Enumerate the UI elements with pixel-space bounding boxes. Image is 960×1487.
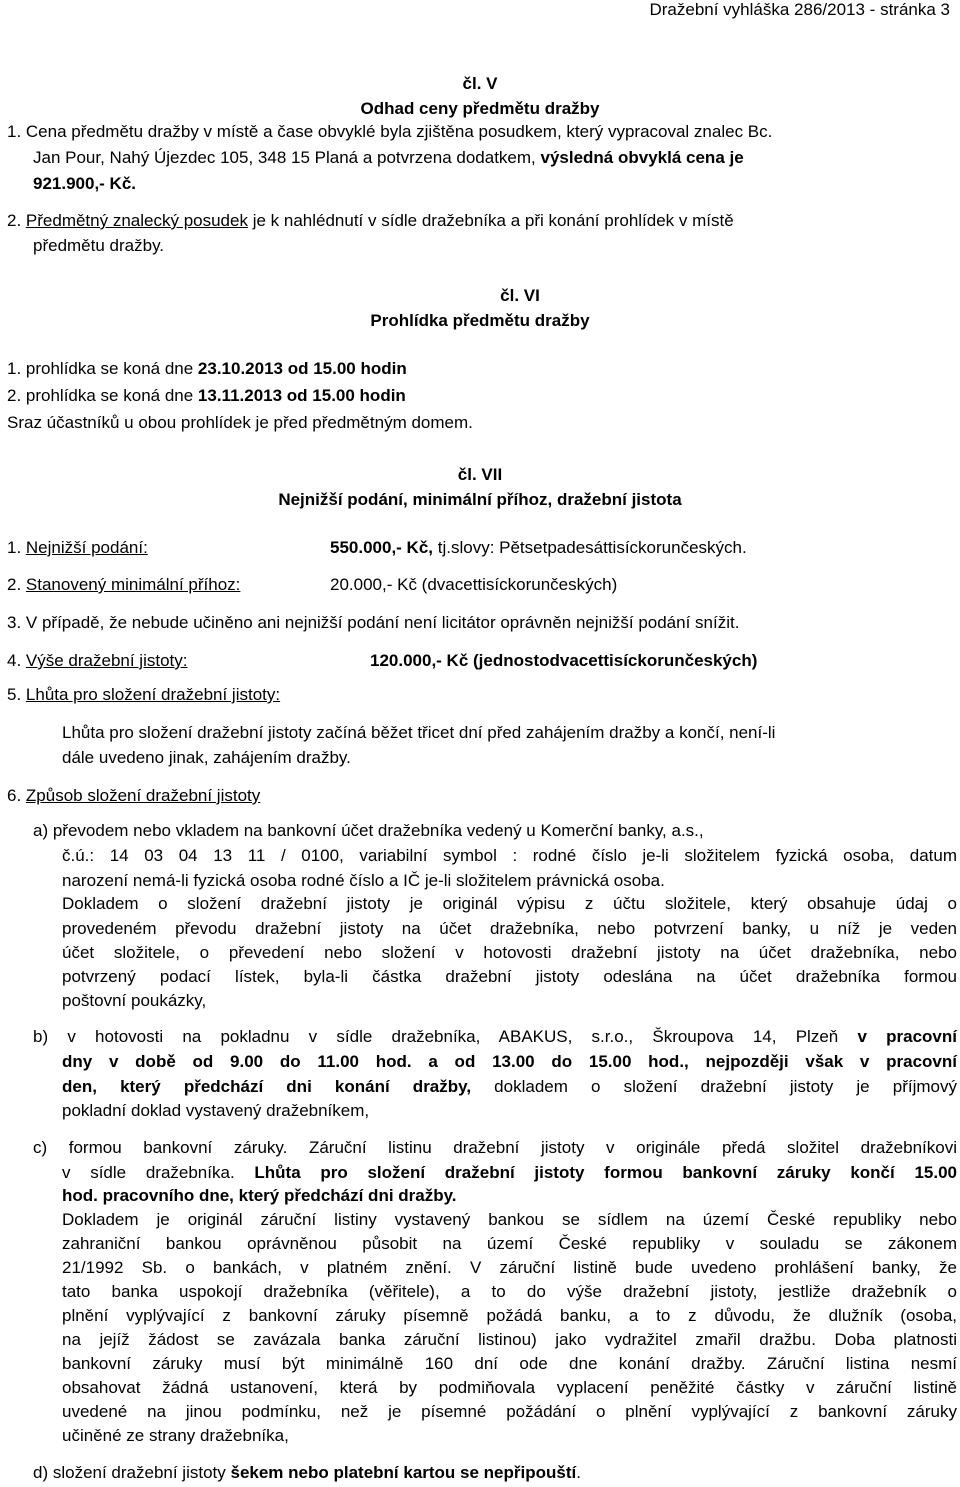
method-a-line3: narození nemá-li fyzická osoba rodné číslo a IČ je-li složitelem právnická osoba. [62, 871, 665, 890]
method-c-line10: bankovní záruky musí být minimálně 160 dní ode dne konání dražby. Záruční listina nesmí [62, 1354, 957, 1373]
method-b-line1: b) v hotovosti na pokladnu v sídle dražebníka, ABAKUS, s.r.o., Škroupova 14, Plzeň v pracovní [33, 1027, 957, 1046]
method-c-line12: uvedené na jinou podmínku, než je písemné požádání o plnění vyplývající z bankovní záruky [62, 1402, 957, 1421]
method-a-line8: poštovní poukázky, [62, 991, 207, 1010]
method-b-line2: dny v době od 9.00 do 11.00 hod. a od 13.00 do 15.00 hod., nejpozději však v pracovní [62, 1052, 957, 1071]
method-c-line13: učiněné ze strany dražebníka, [62, 1426, 289, 1445]
s5-p1-line1: 1. Cena předmětu dražby v místě a čase obvyklé byla zjištěna posudkem, který vypracoval znalec Bc. [7, 122, 773, 141]
section-5-number: čl. V [462, 74, 498, 93]
section-6-title: Prohlídka předmětu dražby [370, 311, 590, 330]
method-a-line5: provedeném převodu dražební jistoty na účet dražebníka, nebo potvrzení banky, u níž je veden [62, 919, 957, 938]
method-a-line4: Dokladem o složení dražební jistoty je originál výpisu z účtu složitele, který obsahuje údaj o [62, 894, 957, 913]
method-c-line11: obsahovat žádná ustanovení, která by podmiňovala vyplacení peněžité částky v záruční listině [62, 1378, 957, 1397]
section-5-title: Odhad ceny předmětu dražby [360, 99, 600, 118]
method-a-line7: potvrzený podací lístek, byla-li částka dražební jistoty odeslána na účet dražebníka formou [62, 967, 957, 986]
running-header: Dražební vyhláška 286/2013 - stránka 3 [649, 0, 950, 19]
inspection-1: 1. prohlídka se koná dne 23.10.2013 od 15.00 hodin [7, 359, 407, 378]
deposit-deadline-text-1: Lhůta pro složení dražební jistoty začíná běžet třicet dní před zahájením dražby a končí, není-li [62, 723, 776, 742]
section-7-number: čl. VII [457, 465, 503, 484]
s5-p1-line2: Jan Pour, Nahý Újezdec 105, 348 15 Planá a potvrzena dodatkem, výsledná obvyklá cena je [33, 148, 744, 167]
inspection-meeting-note: Sraz účastníků u obou prohlídek je před předmětným domem. [7, 413, 473, 432]
deposit-deadline-text-2: dále uvedeno jinak, zahájením dražby. [62, 748, 351, 767]
row-deposit-deadline-label: 5. Lhůta pro složení dražební jistoty: [7, 685, 281, 704]
method-a-line2: č.ú.: 14 03 04 13 11 / 0100, variabilní symbol : rodné číslo je-li složitelem fyzická osoba, datum [62, 846, 957, 865]
inspection-2: 2. prohlídka se koná dne 13.11.2013 od 15.00 hodin [7, 386, 406, 405]
method-a-line6: účet složitele, o převedení nebo složení v hotovosti dražební jistoty na účet dražebníka, nebo [62, 943, 957, 962]
row-3-text: 3. V případě, že nebude učiněno ani nejnižší podání není licitátor oprávněn nejnižší podání snížit. [7, 613, 740, 632]
section-6-number: čl. VI [500, 286, 540, 305]
method-a-line1: a) převodem nebo vkladem na bankovní účet dražebníka vedený u Komerční banky, a.s., [33, 821, 704, 840]
method-c-line2: v sídle dražebníka. Lhůta pro složení dražební jistoty formou bankovní záruky končí 15.00 [62, 1163, 957, 1182]
s5-p2-line1: 2. Předmětný znalecký posudek je k nahlédnutí v sídle dražebníka a při konání prohlídek v místě [7, 211, 734, 230]
row-deposit-value: 120.000,- Kč (jednostodvacettisíckorunčeských) [370, 651, 758, 670]
expert-report-link: Předmětný znalecký posudek [25, 211, 248, 230]
row-min-increment-label: 2. Stanovený minimální příhoz: [7, 575, 241, 594]
row-min-increment-value: 20.000,- Kč (dvacettisíckorunčeských) [330, 575, 618, 594]
method-c-line5: zahraniční bankou oprávněnou působit na území České republiky v souladu se zákonem [62, 1234, 957, 1253]
method-c-line6: 21/1992 Sb. o bankách, v platném znění. V záruční listině bude uvedeno prohlášení banky, že [62, 1258, 957, 1277]
method-c-line4: Dokladem je originál záruční listiny vystavený bankou se sídlem na území České republiky nebo [62, 1210, 957, 1229]
row-deposit-method-label: 6. Způsob složení dražební jistoty [7, 786, 261, 805]
method-c-line9: na jejíž žádost se zavázala banka záruční listinou) jako vydražitel zmařil dražbu. Doba platnosti [62, 1330, 957, 1349]
s5-p1-price: 921.900,- Kč. [33, 174, 137, 193]
method-b-line4: pokladní doklad vystavený dražebníkem, [62, 1101, 370, 1120]
method-c-line8: plnění vyplývající z bankovní záruky písemně požádá banku, a to z důvodu, že dlužník (osoba, [62, 1306, 957, 1325]
row-min-bid-value: 550.000,- Kč, tj.slovy: Pětsetpadesáttisíckorunčeských. [330, 538, 747, 557]
method-c-line1: c) formou bankovní záruky. Záruční listinu dražební jistoty v originále předá složitel dražebníkovi [33, 1138, 957, 1157]
method-c-line7: tato banka uspokojí dražebníka (věřitele), a to do výše dražební jistoty, jestliže dražebník o [62, 1282, 957, 1301]
section-7-title: Nejnižší podání, minimální příhoz, dražební jistota [278, 490, 682, 509]
row-deposit-label: 4. Výše dražební jistoty: [7, 651, 188, 670]
row-min-bid-label: 1. Nejnižší podání: [7, 538, 148, 557]
s5-p2-line2: předmětu dražby. [33, 236, 165, 255]
method-d-line: d) složení dražební jistoty šekem nebo platební kartou se nepřipouští. [33, 1463, 581, 1482]
method-b-line3: den, který předchází dni konání dražby, dokladem o složení dražební jistoty je příjmový [62, 1077, 957, 1096]
method-c-line3: hod. pracovního dne, který předchází dni dražby. [62, 1186, 457, 1205]
